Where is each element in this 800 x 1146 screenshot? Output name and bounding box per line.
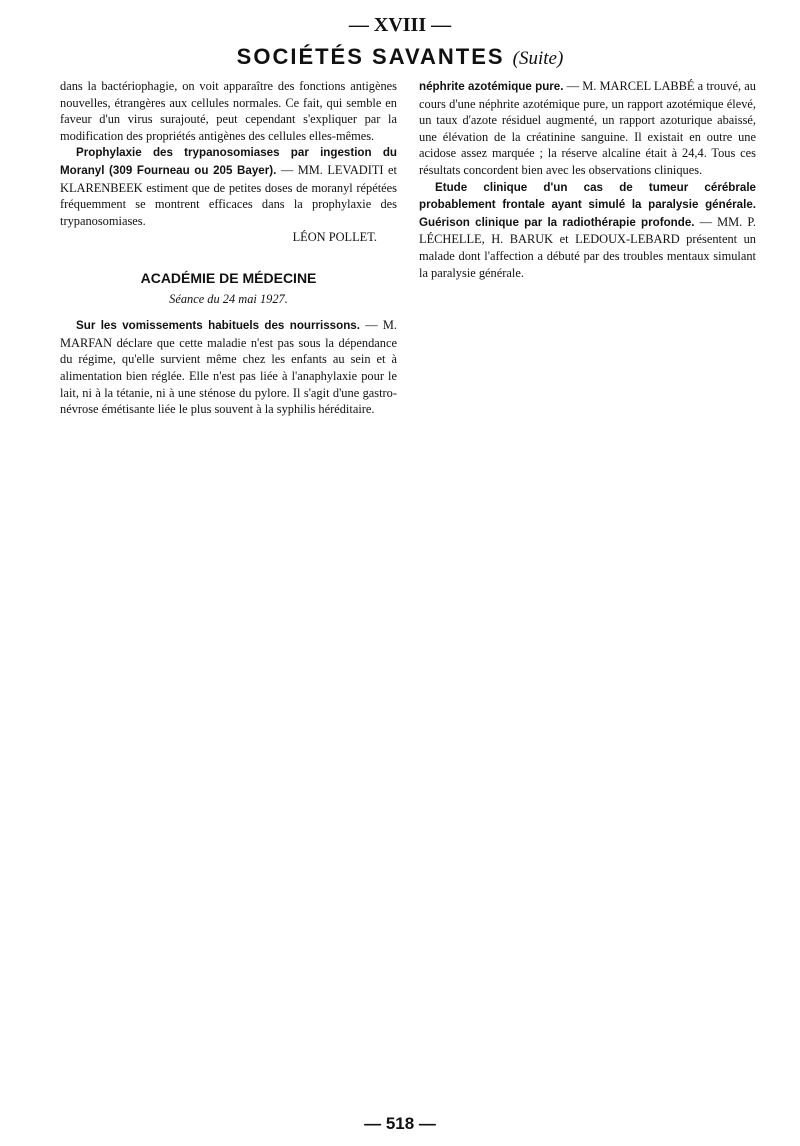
running-head-number: — XVIII — [348, 14, 452, 36]
section-title: ACADÉMIE DE MÉDECINE [140, 269, 317, 286]
running-head-title [0, 44, 800, 70]
item-paragraph [60, 144, 397, 229]
page-number: — 518 — [364, 1114, 436, 1133]
item-title: Prophylaxie des trypanosomiases par ingestion du Moranyl (309 Fourneau ou 205 Bayer). [60, 146, 397, 177]
item-body: — M. MARFAN déclare que cette maladie n'est pas sous la dépendance du régime, qu'elle survient même chez les enfants au sein et à alimentation bien réglée. Elle n'est pas liée à l'anaphylaxie pour le lait, ni à la tétanie, ni à une sténose du pylore. Il s'agit d'une gastro-névrose émétisante liée le plus souvent à la syphilis héréditaire. [60, 318, 397, 417]
two-column-body [60, 78, 756, 418]
item-title: néphrite azotémique pure. [419, 80, 564, 93]
item-body: — MM. P. LÉCHELLE, H. BARUK et LEDOUX-LEBARD présentent un malade dont l'affection a débuté par des troubles mentaux simulant la paralysie générale. [419, 214, 756, 280]
item-title: Etude clinique d'un cas de tumeur cérébrale probablement frontale ayant simulé la paralysie générale. Guérison clinique par la radiothérapie profonde. [419, 180, 756, 229]
right-column [419, 78, 756, 418]
section-date: Séance du 24 mai 1927. [169, 291, 288, 306]
left-intro: dans la bactériophagie, on voit apparaître des fonctions antigènes nouvelles, étrangères aux cellules normales. Ce fait, qui semble en faveur d'un virus surajouté, peut cependant s'expliquer par la modification des propriétés antigènes des cellules elles-mêmes. [60, 79, 397, 143]
item-body: — MM. LEVADITI et KLARENBEEK estiment que de petites doses de moranyl répétées fréquemment se montrent efficaces dans la prophylaxie des trypanosomiases. [60, 162, 397, 228]
item-title: Sur les vomissements habituels des nourrissons. [76, 319, 360, 333]
item-paragraph [419, 179, 756, 282]
left-column [60, 78, 397, 418]
signature: LÉON POLLET. [292, 230, 377, 245]
header-title: SOCIÉTÉS SAVANTES [236, 44, 505, 69]
item-paragraph [60, 317, 397, 418]
header-suite: (Suite) [512, 48, 564, 69]
item-paragraph [419, 78, 756, 179]
item-body: — M. MARCEL LABBÉ a trouvé, au cours d'une néphrite azotémique pure, un rapport azotémique élevé, un taux d'azote résiduel augmenté, un rapport azoturique abaissé, une élévation de la créatinine sanguine. Il existait en outre une acidose assez marquée ; la réserve alcaline était à 24,4. Tous ces résultats concordent bien avec les observations cliniques. [419, 79, 756, 177]
